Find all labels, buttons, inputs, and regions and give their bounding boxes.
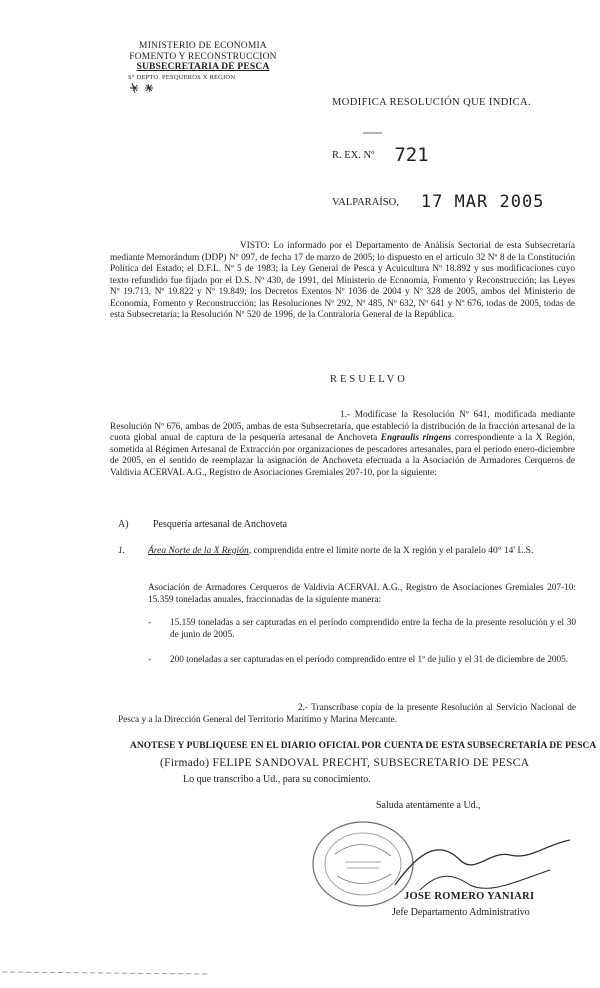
- resolution-point-2: 2.- Transcríbase copia de la presente Resolución al Servicio Nacional de Pesca y a la Dirección General del Territorio Marítimo y Marina Mercante.: [118, 703, 576, 725]
- item-1-text: , comprendida entre el límite norte de la X región y el paralelo 40° 14' L.S.: [248, 546, 534, 556]
- header-line-1: MINISTERIO DE ECONOMIA: [139, 41, 267, 51]
- header-line-2: FOMENTO Y RECONSTRUCCION: [129, 51, 277, 62]
- point-1-text-a: 1.- Modifícase la Resolución Nº 641, modificada mediante Resolución Nº 676, ambas de 2005, ambas de esta Subsecretaría, que estableció la distribución de la fracción artesanal de la cuota global anual de captura de la pesquería artesanal de Anchoveta: [110, 410, 575, 443]
- transcribo-line: Lo que transcribo a Ud., para su conocimiento.: [183, 774, 371, 785]
- dash-mark: [362, 130, 384, 136]
- list-item-text: 15.159 toneladas a ser capturadas en el período comprendido entre la fecha de la presente resolución y el 30 de junio de 2005.: [170, 618, 576, 640]
- item-1-label: 1.: [118, 546, 126, 556]
- anotese-line: ANOTESE Y PUBLIQUESE EN EL DIARIO OFICIAL POR CUENTA DE ESTA SUBSECRETARÍA DE PESCA: [130, 741, 597, 751]
- date-stamp: 17 MAR 2005: [420, 192, 545, 212]
- star-marks-icon: [128, 80, 168, 96]
- document-subject: MODIFICA RESOLUCIÓN QUE INDICA.: [332, 97, 532, 108]
- visto-paragraph: VISTO: Lo informado por el Departamento de Análisis Sectorial de esta Subsecretaría mediante Memorándum (DDP) Nº 097, de fecha 17 de marzo de 2005; lo dispuesto en el artículo 32 Nº 8 de la Constitución Política del Estado; el D.F.L. Nº 5 de 1983; la Ley General de Pesca y Acuicultura Nº 18.892 y sus modificaciones cuyo texto refundido fue fijado por el D.S. Nº 430, de 1991, del Ministerio de Economía, Fomento y Reconstrucción; las Leyes Nº 19.713, Nº 19.822 y Nº 19.849; los Decretos Exentos Nº 1036 de 2004 y Nº 328 de 2005, ambos del Ministerio de Economía, Fomento y Reconstrucción; las Resoluciones Nº 292, Nº 485, Nº 632, Nº 641 y Nº 676, todas de 2005, todas de esta Subsecretaría; la Resolución Nº 520 de 1996, de la Contraloría General de la República.: [110, 241, 575, 320]
- resolution-number: 721: [394, 144, 429, 166]
- signer-name: JOSE ROMERO YANIARI: [404, 891, 535, 902]
- resolution-number-line: [332, 141, 429, 166]
- resuelvo-heading: RESUELVO: [330, 374, 408, 385]
- list-dash: -: [148, 655, 152, 665]
- signature-icon: [380, 830, 580, 900]
- resolution-prefix: R. EX. Nº: [332, 150, 375, 161]
- header-line-4: S° DEPTO. PESQUEROS X REGION: [128, 73, 236, 81]
- asociacion-paragraph: Asociación de Armadores Cerqueros de Valdivia ACERVAL A.G., Registro de Asociaciones Gremiales 207-10: 15.359 toneladas anuales, fraccionadas de la siguiente manera:: [148, 583, 576, 605]
- date-place: VALPARAÍSO,: [332, 197, 399, 208]
- point-1-text-b: correspondiente a la X Región, sometida al Régimen Artesanal de Extracción por organizaciones de pescadores artesanales, para el período enero-diciembre de 2005, en el sentido de reemplazar la asignación de Anchoveta efectuada a la Asociación de Armadores Cerqueros de Valdivia ACERVAL A.G., Registro de Asociaciones Gremiales 207-10, por la siguiente:: [110, 433, 575, 478]
- header-line-3: SUBSECRETARIA DE PESCA: [136, 62, 270, 72]
- list-dash: -: [148, 618, 152, 628]
- section-a: [118, 519, 287, 530]
- resolution-point-1: [110, 410, 575, 479]
- ministry-header: [128, 41, 278, 83]
- list-item-text: 200 toneladas a ser capturadas en el período comprendido entre el 1º de julio y el 31 de diciembre de 2005.: [170, 655, 569, 665]
- section-a-title: Pesquería artesanal de Anchoveta: [153, 519, 288, 530]
- list-item: [148, 618, 576, 641]
- firmado-line: (Firmado) FELIPE SANDOVAL PRECHT, SUBSECRETARIO DE PESCA: [160, 757, 530, 769]
- list-item: [148, 655, 576, 667]
- signer-role: Jefe Departamento Administrativo: [392, 907, 530, 918]
- date-line: [332, 190, 544, 210]
- item-1-title: Área Norte de la X Región: [148, 546, 249, 556]
- item-1: [118, 546, 576, 558]
- scan-artifact-line: [0, 960, 210, 980]
- saluda-line: Saluda atentamente a Ud.,: [376, 800, 481, 811]
- species-name: Engraulis ringens: [380, 433, 452, 443]
- section-a-label: A): [118, 519, 129, 530]
